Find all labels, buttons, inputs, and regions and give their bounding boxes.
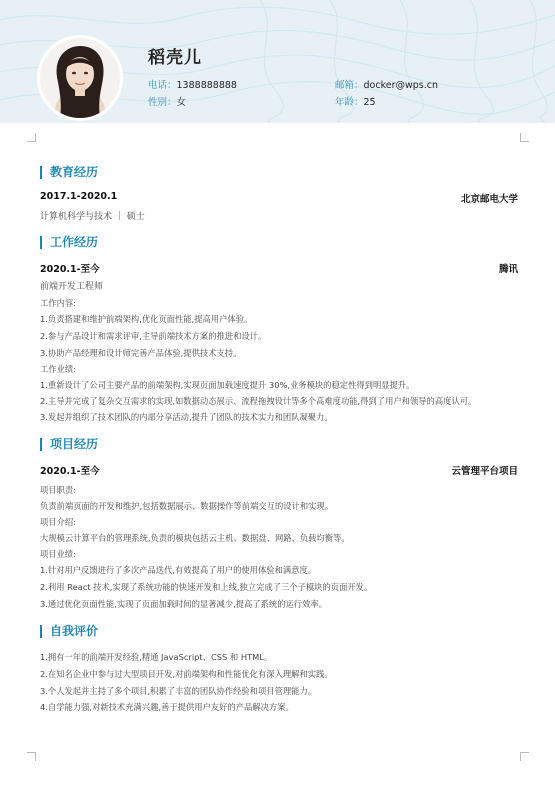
self-eval-section-title: 自我评价 (40, 625, 98, 638)
work-achievement-item: 1.重新设计了公司主要产品的前端架构,实现页面加载速度提升 30%,业务模块的稳定性得到明显提升。 (40, 380, 415, 390)
work-section-title: 工作经历 (40, 236, 98, 249)
education-period: 2017.1-2020.1 (40, 191, 118, 202)
project-duty-label: 项目职责: (40, 485, 76, 495)
project-period: 2020.1-至今 (40, 466, 100, 477)
education-header (40, 191, 518, 205)
work-achievements-label: 工作业绩: (40, 364, 76, 374)
candidate-name: 稻壳儿 (148, 48, 202, 68)
email-label: 邮箱： (335, 80, 364, 91)
phone-row (148, 77, 237, 91)
work-achievement-item: 3.发起并组织了技术团队的内部分享活动,提升了团队的技术实力和团队凝聚力。 (40, 412, 333, 422)
corner-mark-bottom-right (520, 752, 529, 761)
project-achievement-item: 3.通过优化页面性能,实现了页面加载时间的显著减少,提高了系统的运行效率。 (40, 599, 327, 609)
corner-mark-top-right (520, 133, 529, 142)
work-content-item: 1.负责搭建和维护前端架构,优化页面性能,提高用户体验。 (40, 314, 253, 324)
self-eval-item: 4.自学能力强,对新技术充满兴趣,善于提供用户友好的产品解决方案。 (40, 702, 294, 712)
corner-mark-top-left (27, 133, 36, 142)
phone-value: 1388888888 (176, 80, 237, 91)
work-content-item: 3.协助产品经理和设计师完善产品体验,提供技术支持。 (40, 348, 242, 358)
project-header (40, 463, 518, 477)
work-header (40, 261, 518, 275)
portrait-icon (40, 38, 120, 118)
project-achievement-item: 1.针对用户反馈进行了多次产品迭代,有效提高了用户的使用体验和满意度。 (40, 565, 317, 575)
project-achievement-item: 2.利用 React 技术,实现了系统功能的快速开发和上线,独立完成了三个子模块的页面开发。 (40, 582, 373, 592)
corner-mark-bottom-left (27, 752, 36, 761)
gender-label: 性别： (148, 97, 177, 108)
work-role: 前端开发工程师 (40, 282, 104, 292)
project-section-title: 项目经历 (40, 438, 98, 451)
project-intro-label: 项目介绍: (40, 517, 76, 527)
work-content-label: 工作内容: (40, 298, 76, 308)
education-school: 北京邮电大学 (460, 194, 518, 205)
self-eval-item: 3.个人发起并主持了多个项目,积累了丰富的团队协作经验和项目管理能力。 (40, 686, 317, 696)
education-section-title: 教育经历 (40, 166, 98, 179)
gender-value: 女 (176, 97, 187, 108)
self-eval-item: 1.拥有一年的前端开发经验,精通 JavaScript、CSS 和 HTML。 (40, 652, 273, 662)
avatar (40, 38, 120, 118)
phone-label: 电话： (148, 80, 177, 91)
project-duty: 负责前端页面的开发和维护,包括数据展示、数据操作等前端交互的设计和实现。 (40, 501, 334, 511)
education-major: 计算机科学与技术 ｜ 硕士 (40, 212, 145, 222)
age-label: 年龄： (335, 97, 364, 108)
work-content-item: 2.参与产品设计和需求评审,主导前端技术方案的推进和设计。 (40, 331, 267, 341)
email-value: docker@wps.cn (363, 80, 439, 91)
project-achievements-label: 项目业绩: (40, 549, 76, 559)
work-company: 腾讯 (498, 264, 518, 275)
email-row (335, 77, 438, 91)
gender-row (148, 94, 186, 108)
age-value: 25 (363, 97, 376, 108)
work-period: 2020.1-至今 (40, 264, 100, 275)
age-row (335, 94, 376, 108)
self-eval-item: 2.在知名企业中参与过大型项目开发,对前端架构和性能优化有深入理解和实践。 (40, 669, 333, 679)
work-achievement-item: 2.主导并完成了复杂交互需求的实现,如数据动态展示、流程拖拽设计等多个高难度功能,得到了用户和领导的高度认可。 (40, 396, 477, 406)
project-name: 云管理平台项目 (451, 466, 518, 477)
project-intro: 大规模云计算平台的管理系统,负责的模块包括云主机、数据盘、网路、负载均衡等。 (40, 533, 350, 543)
